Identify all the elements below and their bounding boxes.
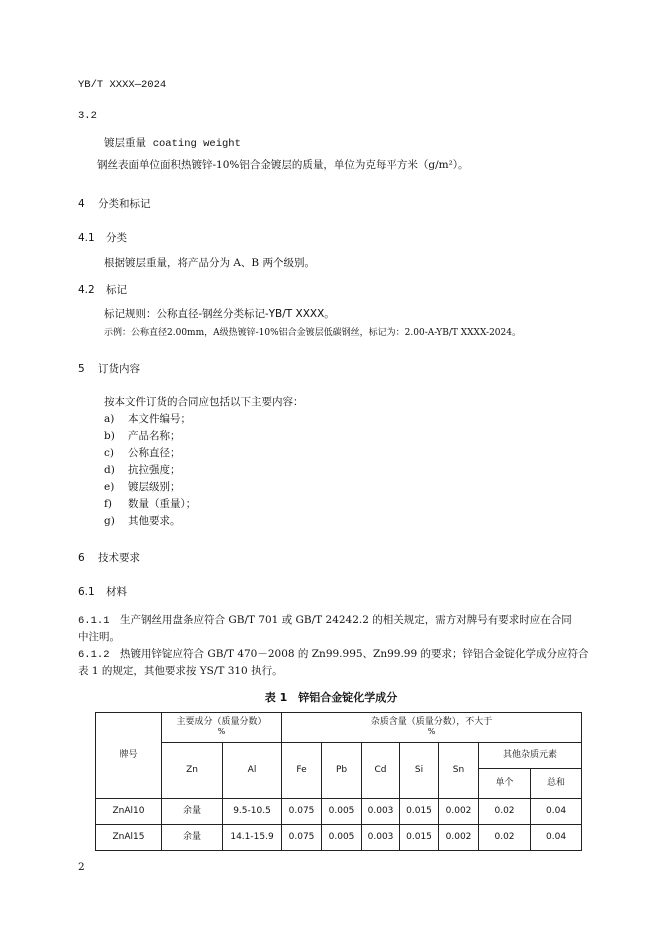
item-tag: e) [104,481,115,493]
term-heading [104,135,241,150]
cell-sn: 0.002 [439,825,479,851]
table-row [96,825,582,851]
col-header-other-impurities: 其他杂质元素 [479,743,582,769]
item-text: 本文件编号； [128,413,191,425]
clause-6-1-2-text: 热镀用锌锭应符合 GB/T 470－2008 的 Zn99.995、Zn99.99 的要求；锌铝合金锭化学成分应符合 [120,648,589,660]
main-composition-unit: % [217,727,226,737]
section-6-heading [78,550,140,565]
section-6-1-number: 6.1 [78,586,95,598]
section-4-2-title: 标记 [106,284,127,296]
col-header-single: 单个 [479,769,531,799]
col-header-cd: Cd [362,743,400,799]
col-header-main-composition [162,713,282,743]
clause-6-1-2-line1 [78,646,589,661]
col-header-al: Al [223,743,282,799]
item-tag: b) [104,430,115,442]
order-item-c [104,445,181,460]
section-4-title: 分类和标记 [98,198,151,210]
cell-total: 0.04 [531,825,582,851]
col-header-grade: 牌号 [96,713,162,799]
section-4-1-text: 根据镀层重量，将产品分为 A、B 两个级别。 [104,257,315,269]
order-intro: 按本文件订货的合同应包括以下主要内容： [104,396,304,408]
item-tag: f) [104,498,112,510]
item-text: 镀层级别； [128,481,181,493]
clause-6-1-1-number: 6.1.1 [78,615,110,627]
cell-pb: 0.005 [322,799,362,825]
cell-si: 0.015 [400,825,439,851]
section-6-title: 技术要求 [98,552,140,564]
cell-single: 0.02 [479,825,531,851]
term-definition: 钢丝表面单位面积热镀锌-10%铝合金镀层的质量，单位为克每平方米（g/m²）。 [97,159,469,171]
impurity-unit: % [427,727,436,737]
col-header-pb: Pb [322,743,362,799]
col-header-sn: Sn [439,743,479,799]
section-4-2-number: 4.2 [78,284,95,296]
clause-6-1-1-line2: 中注明。 [78,631,120,643]
cell-fe: 0.075 [282,799,322,825]
section-4-2-heading [78,282,127,297]
page-number: 2 [78,861,85,873]
item-text: 数量（重量）； [128,498,197,510]
main-composition-label: 主要成分（质量分数） [176,717,267,728]
order-item-b [104,428,181,443]
cell-grade: ZnAl15 [96,825,162,851]
item-tag: a) [104,413,115,425]
order-item-g [104,513,181,528]
cell-cd: 0.003 [362,825,400,851]
col-header-total: 总和 [531,769,582,799]
clause-6-1-1-line1 [78,612,572,627]
item-text: 公称直径； [128,447,181,459]
clause-3-2-number: 3.2 [78,110,97,122]
item-tag: c) [104,447,114,459]
section-5-heading [78,361,140,376]
cell-si: 0.015 [400,799,439,825]
section-6-1-heading [78,584,127,599]
cell-al: 9.5-10.5 [223,799,282,825]
section-4-heading [78,196,151,211]
item-tag: g) [104,515,115,527]
col-header-zn: Zn [162,743,223,799]
cell-pb: 0.005 [322,825,362,851]
marking-example: 示例：公称直径2.00mm，A级热镀锌-10%铝合金镀层低碳钢丝，标记为：2.00-A-YB/T XXXX-2024。 [104,328,521,338]
impurity-label: 杂质含量（质量分数），不大于 [370,717,493,728]
cell-cd: 0.003 [362,799,400,825]
section-5-number: 5 [78,363,85,375]
marking-rule-end: 。 [324,308,335,320]
section-5-title: 订货内容 [98,363,140,375]
section-4-1-number: 4.1 [78,232,95,244]
clause-6-1-2-number: 6.1.2 [78,649,110,661]
cell-fe: 0.075 [282,825,322,851]
term-cn: 镀层重量 [104,137,146,149]
cell-grade: ZnAl10 [96,799,162,825]
cell-zn: 余量 [162,825,223,851]
clause-6-1-1-text: 生产钢丝用盘条应符合 GB/T 701 或 GB/T 24242.2 的相关规定，需方对牌号有要求时应在合同 [120,614,572,626]
order-item-a [104,411,191,426]
order-item-e [104,479,181,494]
section-6-1-title: 材料 [106,586,127,598]
col-header-si: Si [400,743,439,799]
col-header-impurity [282,713,582,743]
section-4-number: 4 [78,198,85,210]
item-text: 其他要求。 [128,515,181,527]
cell-total: 0.04 [531,799,582,825]
table-caption: 表 1 锌铝合金锭化学成分 [264,691,398,704]
marking-rule-code: YB/T XXXX [268,308,325,320]
chemical-composition-table [95,712,582,851]
section-4-1-title: 分类 [106,232,127,244]
order-item-d [104,462,181,477]
cell-zn: 余量 [162,799,223,825]
cell-sn: 0.002 [439,799,479,825]
clause-6-1-2-line2: 表 1 的规定，其他要求按 YS/T 310 执行。 [78,665,283,677]
item-text: 产品名称； [128,430,181,442]
col-header-fe: Fe [282,743,322,799]
term-en: coating weight [152,138,241,150]
section-4-1-heading [78,230,127,245]
section-6-number: 6 [78,552,85,564]
item-text: 抗拉强度； [128,464,181,476]
table-row [96,799,582,825]
item-tag: d) [104,464,115,476]
order-item-f [104,496,196,511]
cell-single: 0.02 [479,799,531,825]
marking-rule [104,306,335,321]
document-code-header: YB/T XXXX—2024 [78,79,167,91]
marking-rule-prefix: 标记规则：公称直径-钢丝分类标记- [104,308,269,320]
cell-al: 14.1-15.9 [223,825,282,851]
